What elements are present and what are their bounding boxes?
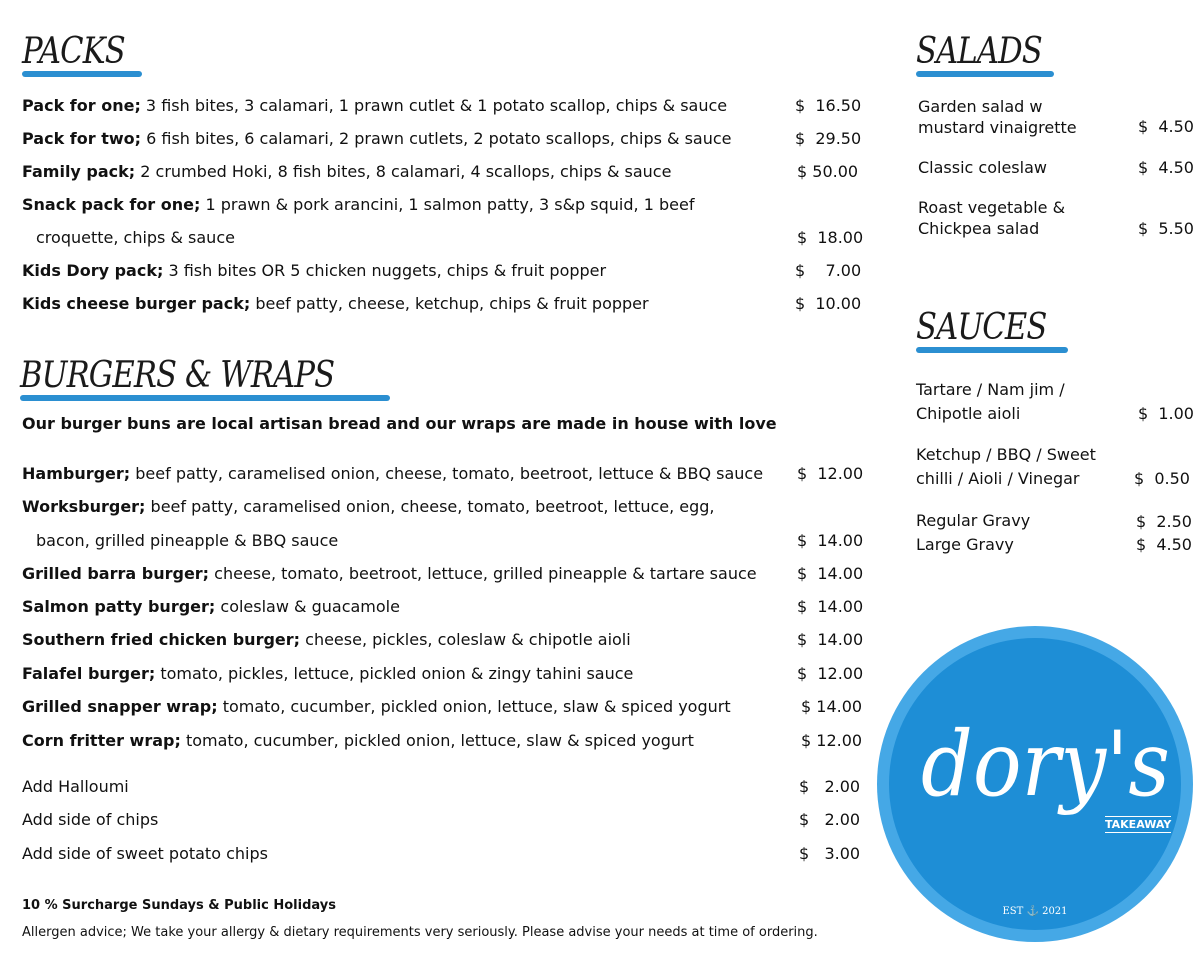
allergen-note: Allergen advice; We take your allergy & dietary requirements very seriously. Please advise your needs at time of ordering. xyxy=(22,925,818,940)
side-item: Roast vegetable & Chickpea salad xyxy=(918,198,1066,238)
item-price: $ 16.50 xyxy=(795,96,862,115)
item-price: $ 14.00 xyxy=(797,531,864,550)
list-item: Grilled barra burger; cheese, tomato, beetroot, lettuce, grilled pineapple & tartare sauce xyxy=(22,564,757,583)
item-price: $ 4.50 xyxy=(1138,158,1194,177)
side-item: Regular Gravy xyxy=(916,511,1031,530)
item-price: $ 29.50 xyxy=(795,129,862,148)
item-price: $ 14.00 xyxy=(797,564,864,583)
item-price: $ 12.00 xyxy=(797,664,864,683)
list-item: Worksburger; beef patty, caramelised onion, cheese, tomato, beetroot, lettuce, egg, xyxy=(22,497,715,516)
item-price: $ 7.00 xyxy=(795,261,862,280)
logo-subtitle: TAKEAWAY xyxy=(1105,818,1172,831)
addon-item: Add side of sweet potato chips xyxy=(22,844,268,863)
item-price: $ 10.00 xyxy=(795,294,862,313)
item-price: $ 2.00 xyxy=(799,777,861,796)
packs-heading: PACKS xyxy=(22,32,143,77)
sauces-heading: SAUCES xyxy=(916,308,1070,353)
side-item: Tartare / Nam jim / Chipotle aioli xyxy=(916,380,1065,423)
list-item: Kids Dory pack; 3 fish bites OR 5 chicken nuggets, chips & fruit popper xyxy=(22,261,607,280)
item-price: $ 2.00 xyxy=(799,810,861,829)
side-item: Large Gravy xyxy=(916,535,1014,554)
list-item: Family pack; 2 crumbed Hoki, 8 fish bites, 8 calamari, 4 scallops, chips & sauce xyxy=(22,162,672,181)
side-item: Ketchup / BBQ / Sweet chilli / Aioli / Vinegar xyxy=(916,445,1096,488)
item-price: $ 5.50 xyxy=(1138,219,1194,238)
list-item: Hamburger; beef patty, caramelised onion, cheese, tomato, beetroot, lettuce & BBQ sauce xyxy=(22,464,764,483)
salads-heading: SALADS xyxy=(916,32,1064,77)
logo-established: EST ⚓ 2021 xyxy=(1002,906,1068,917)
item-price: $ 50.00 xyxy=(797,162,859,181)
side-item: Classic coleslaw xyxy=(918,158,1047,177)
item-price: $ 2.50 xyxy=(1136,512,1192,531)
logo-inner-circle xyxy=(889,638,1181,930)
list-item-continuation: bacon, grilled pineapple & BBQ sauce xyxy=(36,531,339,550)
item-price: $ 0.50 xyxy=(1134,469,1190,488)
item-price: $ 3.00 xyxy=(799,844,861,863)
list-item-continuation: croquette, chips & sauce xyxy=(36,228,235,247)
dorys-logo xyxy=(877,626,1193,942)
item-price: $ 4.50 xyxy=(1136,535,1192,554)
list-item: Pack for two; 6 fish bites, 6 calamari, 2 prawn cutlets, 2 potato scallops, chips & sauce xyxy=(22,129,732,148)
item-price: $ 12.00 xyxy=(801,731,863,750)
item-price: $ 4.50 xyxy=(1138,117,1194,136)
list-item: Snack pack for one; 1 prawn & pork arancini, 1 salmon patty, 3 s&p squid, 1 beef xyxy=(22,195,695,214)
side-item: Garden salad w mustard vinaigrette xyxy=(918,97,1077,137)
list-item: Pack for one; 3 fish bites, 3 calamari, 1 prawn cutlet & 1 potato scallop, chips & sauce xyxy=(22,96,728,115)
list-item: Grilled snapper wrap; tomato, cucumber, pickled onion, lettuce, slaw & spiced yogurt xyxy=(22,697,731,716)
burgers-intro: Our burger buns are local artisan bread and our wraps are made in house with love xyxy=(22,414,777,433)
surcharge-note: 10 % Surcharge Sundays & Public Holidays xyxy=(22,898,336,913)
logo-script-text: dory's xyxy=(921,712,1170,817)
item-price: $ 14.00 xyxy=(797,597,864,616)
burgers-heading: BURGERS & WRAPS xyxy=(20,356,390,401)
addon-item: Add side of chips xyxy=(22,810,159,829)
list-item: Salmon patty burger; coleslaw & guacamole xyxy=(22,597,400,616)
item-price: $ 14.00 xyxy=(801,697,863,716)
list-item: Southern fried chicken burger; cheese, pickles, coleslaw & chipotle aioli xyxy=(22,630,631,649)
item-price: $ 12.00 xyxy=(797,464,864,483)
list-item: Corn fritter wrap; tomato, cucumber, pickled onion, lettuce, slaw & spiced yogurt xyxy=(22,731,694,750)
item-price: $ 1.00 xyxy=(1138,404,1194,423)
item-price: $ 18.00 xyxy=(797,228,864,247)
list-item: Kids cheese burger pack; beef patty, cheese, ketchup, chips & fruit popper xyxy=(22,294,649,313)
item-price: $ 14.00 xyxy=(797,630,864,649)
addon-item: Add Halloumi xyxy=(22,777,129,796)
list-item: Falafel burger; tomato, pickles, lettuce, pickled onion & zingy tahini sauce xyxy=(22,664,634,683)
